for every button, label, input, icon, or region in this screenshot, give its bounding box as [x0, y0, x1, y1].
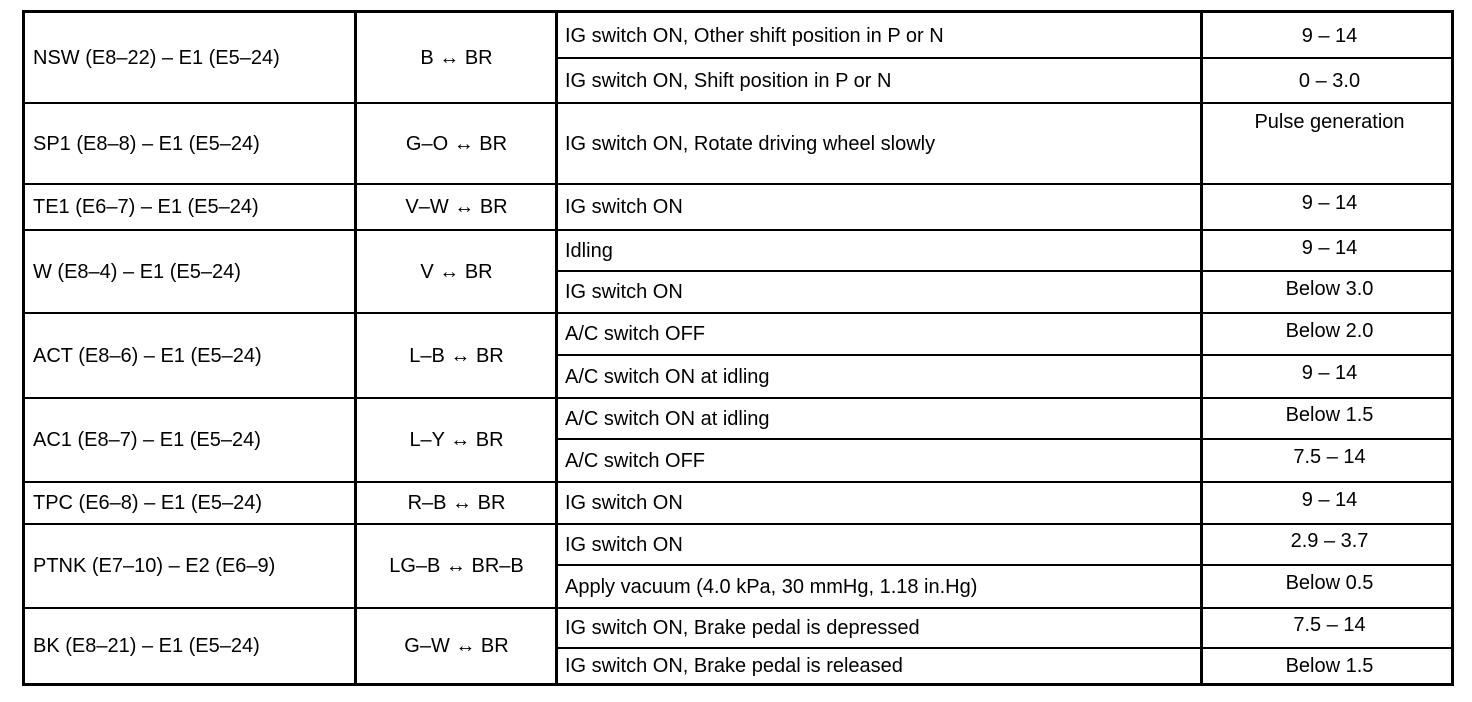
terminal-voltage-table: [22, 10, 1454, 686]
spec-cell: 2.9 – 3.7: [1290, 530, 1369, 552]
condition-cell: A/C switch OFF: [565, 449, 706, 472]
spec-cell: Below 1.5: [1285, 404, 1374, 426]
condition-cell: IG switch ON, Rotate driving wheel slowly: [565, 132, 936, 155]
terminal-cell: PTNK (E7–10) – E2 (E6–9): [33, 555, 276, 577]
condition-cell: IG switch ON, Other shift position in P or N: [565, 25, 944, 47]
terminal-cell: TE1 (E6–7) – E1 (E5–24): [33, 196, 259, 218]
spec-cell: Below 1.5: [1285, 655, 1374, 677]
condition-cell: IG switch ON: [565, 196, 683, 218]
wiring-color-cell: V–W ↔ BR: [405, 196, 508, 218]
wiring-color-cell: L–B ↔ BR: [409, 344, 504, 367]
terminal-cell: ACT (E8–6) – E1 (E5–24): [33, 344, 262, 367]
terminal-cell: TPC (E6–8) – E1 (E5–24): [33, 492, 262, 514]
terminal-cell: W (E8–4) – E1 (E5–24): [33, 260, 241, 283]
wiring-color-cell: G–O ↔ BR: [405, 132, 508, 155]
terminal-cell: SP1 (E8–8) – E1 (E5–24): [33, 132, 260, 155]
spec-cell: 9 – 14: [1301, 489, 1358, 511]
spec-cell: 9 – 14: [1301, 192, 1358, 214]
spec-cell: 7.5 – 14: [1293, 446, 1366, 468]
spec-cell: 9 – 14: [1301, 25, 1358, 47]
spec-cell: Below 0.5: [1285, 572, 1374, 594]
condition-cell: IG switch ON, Brake pedal is depressed: [565, 617, 920, 639]
spec-cell: Below 3.0: [1285, 278, 1374, 300]
spec-cell: Pulse generation: [1254, 111, 1405, 133]
wiring-color-cell: V ↔ BR: [420, 260, 493, 283]
condition-cell: IG switch ON: [565, 492, 683, 514]
terminal-cell: BK (E8–21) – E1 (E5–24): [33, 635, 260, 657]
terminal-cell: AC1 (E8–7) – E1 (E5–24): [33, 429, 261, 451]
condition-cell: IG switch ON: [565, 281, 683, 303]
wiring-color-cell: B ↔ BR: [420, 46, 493, 69]
condition-cell: Idling: [565, 239, 613, 262]
spec-cell: 9 – 14: [1301, 237, 1358, 259]
condition-cell: A/C switch ON at idling: [565, 407, 770, 430]
wiring-color-cell: L–Y ↔ BR: [409, 429, 504, 451]
column-divider: [555, 13, 558, 683]
condition-cell: IG switch ON: [565, 533, 683, 556]
wiring-color-cell: R–B ↔ BR: [407, 492, 506, 514]
condition-cell: A/C switch OFF: [565, 323, 706, 345]
condition-cell: A/C switch ON at idling: [565, 365, 770, 388]
condition-cell: IG switch ON, Brake pedal is released: [565, 655, 903, 677]
condition-cell: Apply vacuum (4.0 kPa, 30 mmHg, 1.18 in.Hg): [565, 575, 978, 598]
wiring-color-cell: G–W ↔ BR: [404, 635, 509, 657]
column-divider: [354, 13, 357, 683]
spec-cell: 7.5 – 14: [1293, 614, 1366, 636]
condition-cell: IG switch ON, Shift position in P or N: [565, 69, 892, 92]
wiring-color-cell: LG–B ↔ BR–B: [389, 555, 524, 577]
spec-cell: Below 2.0: [1285, 320, 1374, 342]
spec-cell: 9 – 14: [1301, 362, 1358, 384]
terminal-cell: NSW (E8–22) – E1 (E5–24): [33, 46, 280, 69]
spec-cell: 0 – 3.0: [1298, 69, 1361, 92]
